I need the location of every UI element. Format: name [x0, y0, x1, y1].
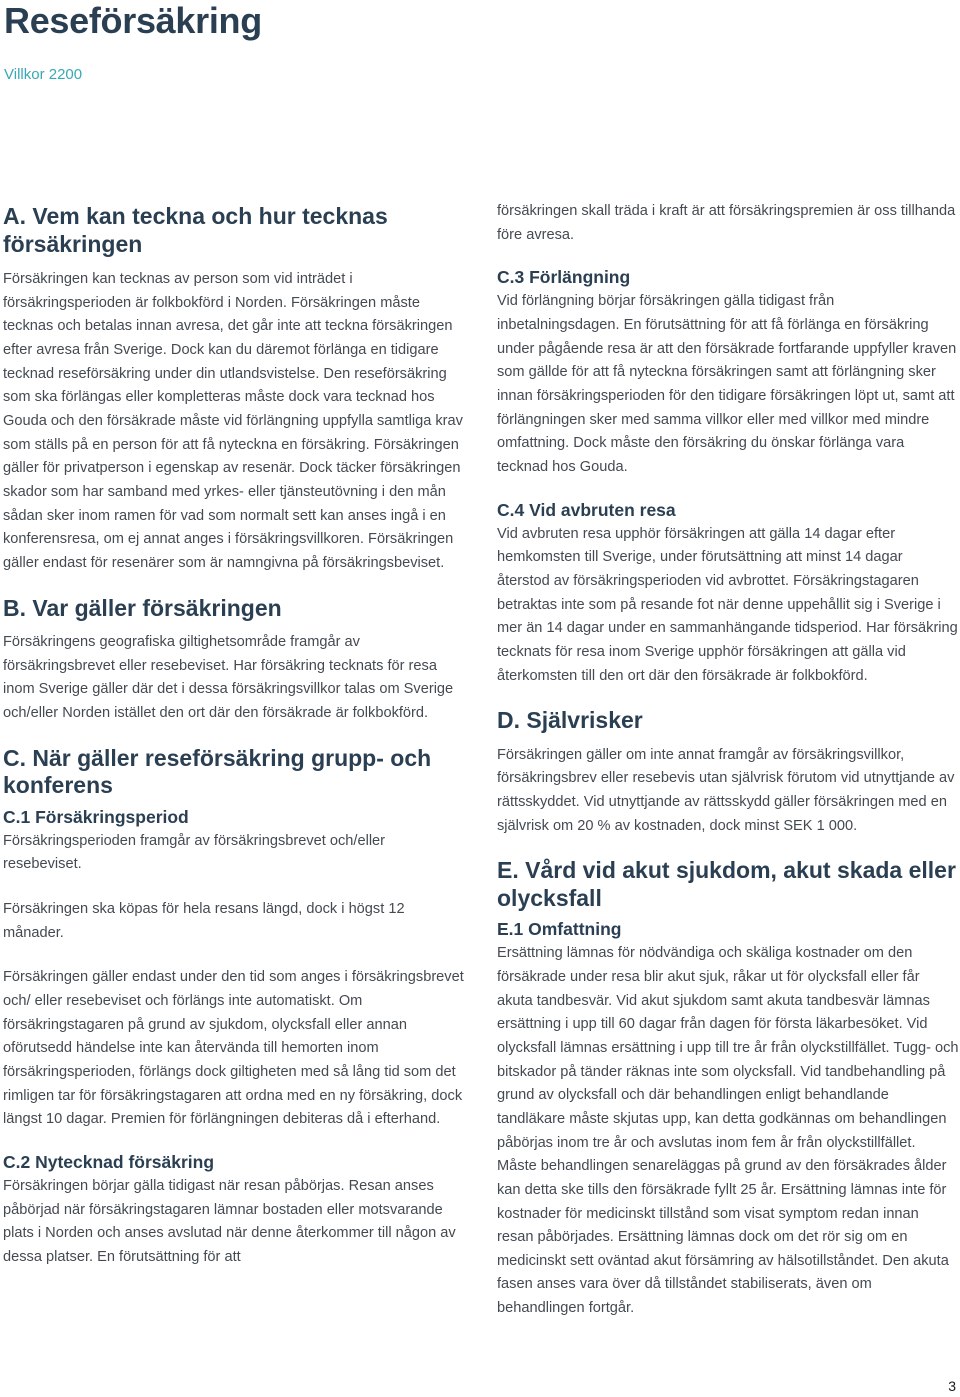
section-a-text: Försäkringen kan tecknas av person som vid inträdet i försäkringsperioden är folkbokförd i Norden. Försäkringen måste tecknas och betalas innan avresa, det går inte att teckna försäkringen efter avresa från Sverige. Dock kan du däremot förlänga en tidigare tecknad reseförsäkring under din utlandsvistelse. Den reseförsäkring som ska förlängas eller kompletteras måste dock vara tecknad hos Gouda och den försäkrade måste vid förlängning uppfylla samtliga krav som ställs på en person för att få nyteckna en försäkring. Försäkringen gäller för privatperson i egenskap av resenär. Dock täcker försäkringen skador som har samband med yrkes- eller tjänsteutövning i den mån sådan sker inom ramen för vad som normalt sett kan anses ingå i en konferensresa, om ej annat anges i försäkringsvillkoren. Försäkringen gäller endast för resenärer som är namngivna på försäkringsbeviset.: [3, 271, 463, 571]
right-column: [497, 200, 959, 1321]
left-column: [3, 200, 465, 1270]
section-e-heading: E. Vård vid akut sjukdom, akut skada eller olycksfall: [497, 857, 956, 911]
section-c4-heading: C.4 Vid avbruten resa: [497, 499, 676, 520]
section-d-text: Försäkringen gäller om inte annat framgår av försäkringsvillkor, försäkringsbrev eller resebevis utan självrisk förutom vid utnyttjande av rättsskyddet. Vid utnyttjande av rättsskydd gäller försäkringen med en självrisk om 20 % av kostnaden, dock minst SEK 1 000.: [497, 746, 955, 834]
section-c3-text: Vid förlängning börjar försäkringen gälla tidigast från inbetalningsdagen. En förutsättning för att få förlänga en försäkring under pågående resa är att den försäkrade fortfarande uppfyller kraven som gällde för att få nyteckna försäkringen samt att förlängning sker innan försäkringsperioden för den tidigare försäkringen löpt ut, samt att förlängningen sker med samma villkor eller med villkor med mindre omfattning. Dock måste den försäkring du önskar förlänga vara tecknad hos Gouda.: [497, 293, 957, 475]
section-c3-heading: C.3 Förlängning: [497, 267, 631, 288]
section-a-heading: A. Vem kan teckna och hur tecknas försäkringen: [3, 203, 388, 257]
section-b-heading: B. Var gäller försäkringen: [3, 594, 282, 621]
section-c1-text-1: Försäkringsperioden framgår av försäkringsbrevet och/eller resebeviset.: [3, 832, 386, 873]
section-c2-text: Försäkringen börjar gälla tidigast när resan påbörjas. Resan anses påbörjad när försäkringstagaren lämnar bostaden eller motsvarande plats i Norden och anses avslutad när denne återkommer till någon av dessa platser. En förutsättning för att: [3, 1177, 456, 1265]
document-title: Reseförsäkring: [4, 0, 262, 41]
section-c2-continued-text: försäkringen skall träda i kraft är att försäkringspremien är oss tillhanda före avresa.: [497, 203, 956, 243]
section-c-heading: C. När gäller reseförsäkring grupp- och konferens: [3, 744, 432, 799]
section-e1-text: Ersättning lämnas för nödvändiga och skäliga kostnader om den försäkrade under resa blir akut sjuk, råkar ut för olycksfall eller får akuta tandbesvär. Vid akut sjukdom samt akuta tandbesvär lämnas ersättning i upp till 60 dagar från dagen för första läkarbesöket. Vid olycksfall lämnas ersättning i upp till tre år från olyckstillfället. Tugg- och bitskador på tänder räknas inte som olycksfall. Vid tandbehandling på grund av olycksfall och där behandlingen enligt behandlande tandläkare måste skjutas upp, kan detta godkännas om behandlingen påbörjas inom tre år och avslutas inom fem år från olyckstillfället. Måste behandlingen senareläggas på grund av den försäkrades ålder kan detta ske tills den försäkrade fyllt 25 år. Ersättning lämnas inte för kostnader för medicinskt tillstånd som visat symptom redan innan resan påbörjades. Ersättning lämnas dock om det rör sig om en medicinskt sett oväntad akut försämring av hälsotillståndet. Den akuta fasen anses vara över då tillståndet stabiliserats, även om behandlingen fortgår.: [497, 945, 959, 1317]
section-c2-heading: C.2 Nytecknad försäkring: [3, 1151, 215, 1172]
page-number: 3: [948, 1378, 956, 1394]
section-c1-text-2: Försäkringen ska köpas för hela resans längd, dock i högst 12 månader.: [3, 900, 405, 941]
section-c1-heading: C.1 Försäkringsperiod: [3, 806, 189, 827]
section-c1-text-3: Försäkringen gäller endast under den tid som anges i försäkringsbrevet och/ eller resebeviset och förlängs inte automatiskt. Om försäkringstagaren på grund av sjukdom, olycksfall eller annan oförutsedd händelse inte kan återvända till hemorten inom försäkringsperioden, förlängs dock giltigheten med så lång tid som det rimligen tar för försäkringstagaren att ordna med en ny försäkring, dock längst 10 dagar. Premien för förlängningen debiteras då i efterhand.: [3, 969, 464, 1128]
section-e1-heading: E.1 Omfattning: [497, 919, 622, 940]
section-b-text: Försäkringens geografiska giltighetsområde framgår av försäkringsbrevet eller resebeviset. Har försäkring tecknats för resa inom Sverige gäller där det i dessa försäkringsvillkor talas om Sverige och/eller Norden istället den ort där den försäkrade är folkbokförd.: [3, 634, 454, 721]
document-subtitle: Villkor 2200: [4, 66, 83, 83]
section-d-heading: D. Självrisker: [497, 707, 643, 734]
section-c4-text: Vid avbruten resa upphör försäkringen att gälla 14 dagar efter hemkomsten till Sverige, under förutsättning att minst 14 dagar återstod av försäkringsperioden vid avbrottet. Försäkringstagaren betraktas inte som på resande fot när denne uppehållit sig i Sverige i mer än 14 dagar under en sammanhängande tidsperiod. Har försäkring tecknats för resa inom Sverige upphör försäkringen att gälla vid återkomsten till den ort där den försäkrade är folkbokförd.: [497, 525, 958, 684]
